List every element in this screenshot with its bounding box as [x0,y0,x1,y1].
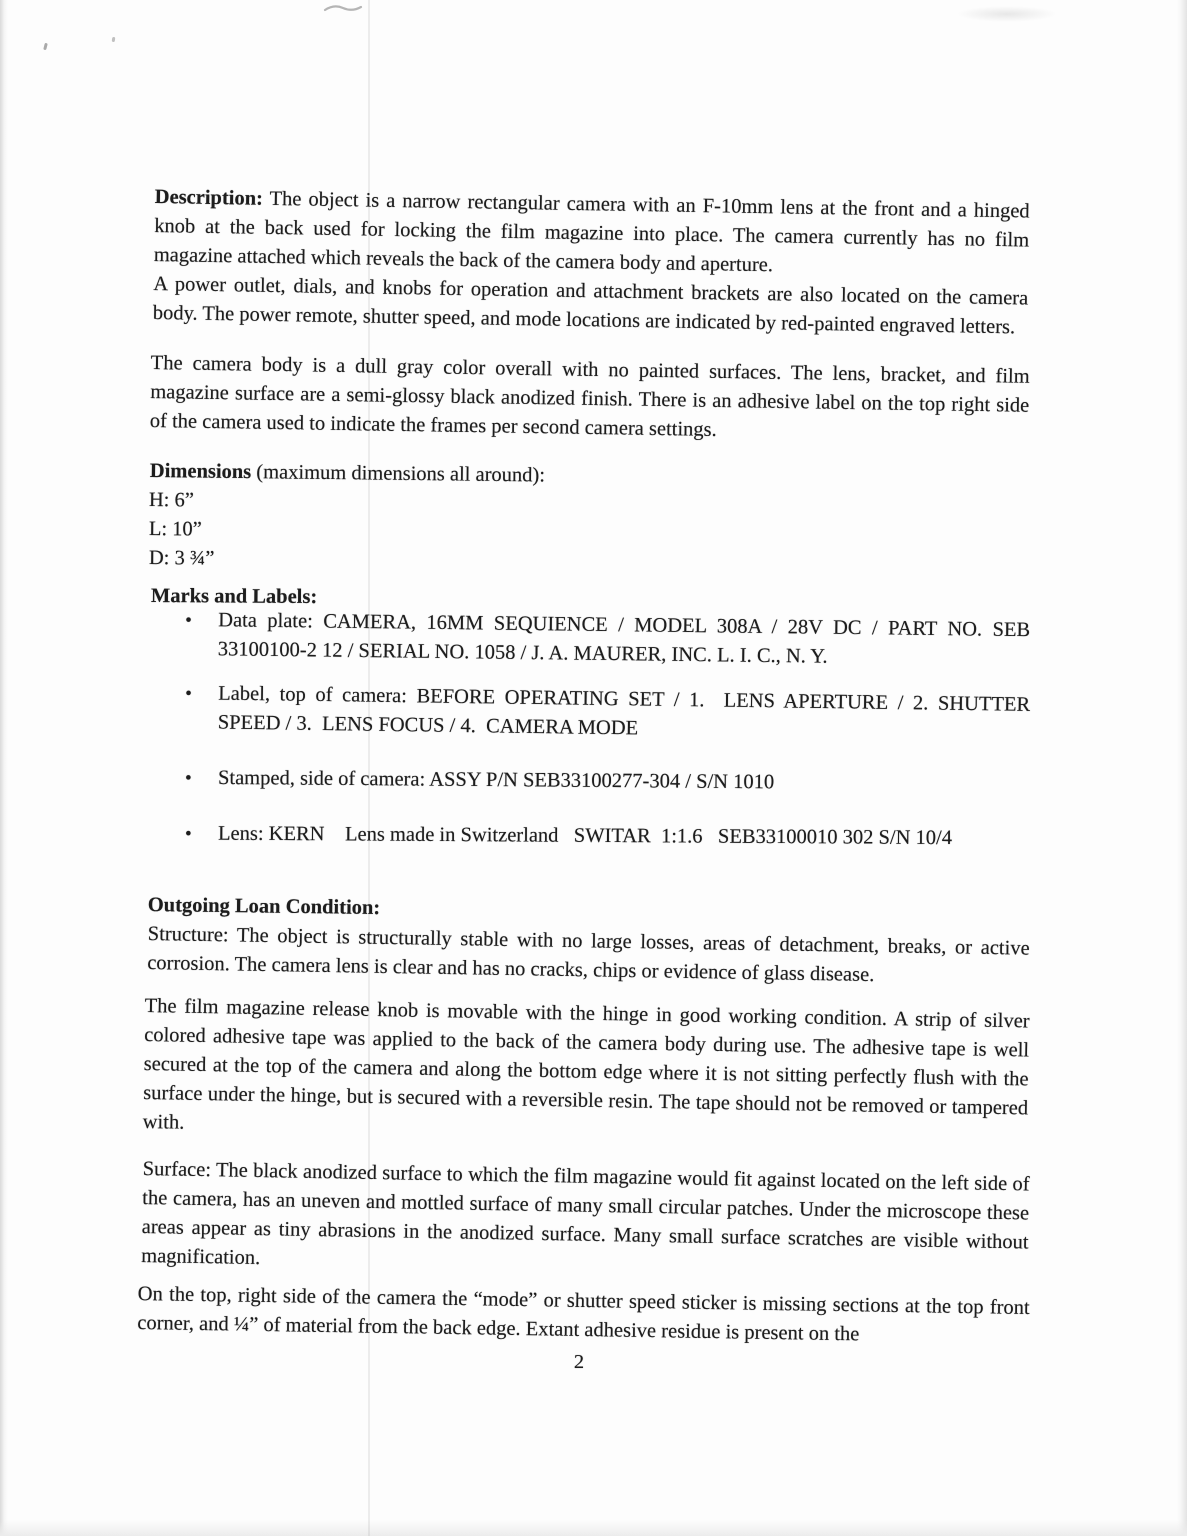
dimensions-label: Dimensions [149,459,252,484]
dimensions-label-suffix: (maximum dimensions all around): [251,461,546,487]
description-paragraph [153,183,1030,342]
dimension-depth: D: 3 ¾” [148,546,215,570]
list-item-data-plate [185,606,1031,674]
list-item-text: Data plate: CAMERA, 16MM SEQUIENCE / MODEL 308A / 28V DC / PART NO. SEB 33100100-2 12 / SERIAL NO. 1058 / J. A. MAURER, INC. L. I. C., N. Y. [217,609,1031,668]
paper-bottom-edge-shadow [0,1520,1187,1536]
outgoing-loan-heading: Outgoing Loan Condition: [147,893,381,920]
list-item-label-top [185,679,1031,749]
bullet-icon: • [184,823,192,845]
marks-and-labels-list [185,611,1030,851]
surface-paragraph: Surface: The black anodized surface to which the film magazine would fit against located on the left side of the camera, has an uneven and mottled surface of many small circular patches. Under the microscope these areas appear as tiny abrasions in the anodized surface. Many small surface scratches are visible without magnification. [141,1157,1030,1270]
paper-left-edge-shadow [0,0,8,1536]
list-item-stamped [185,764,1030,800]
dimension-length: L: 10” [148,517,202,541]
paper-right-edge-shadow [1177,0,1187,1536]
marks-and-labels-heading: Marks and Labels: [150,584,318,609]
scan-smudge [957,6,1057,22]
page-number: 2 [573,1351,585,1373]
camera-body-paragraph: The camera body is a dull gray color overall with no painted surfaces. The lens, bracket, and film magazine surface are a semi-glossy black anodized finish. There is an adhesive label on the top right side of the camera used to indicate the frames per second camera settings. [149,351,1030,441]
description-text-2: A power outlet, dials, and knobs for operation and attachment brackets are also located on the camera body. The power remote, shutter speed, and mode locations are indicated by red-painted engraved letters. [152,272,1029,339]
description-label: Description: [154,185,264,210]
scan-speck [43,43,48,51]
description-text: The object is a narrow rectangular camera with an F-10mm lens at the front and a hinged knob at the back used for locking the film magazine into place. The camera currently has no film magazine attached which reveals the back of the camera body and aperture. [153,187,1030,277]
scan-mark-squiggle [322,1,364,15]
film-magazine-paragraph: The film magazine release knob is movable with the hinge in good working condition. A strip of silver colored adhesive tape was applied to the back of the camera body during use. The adhesive tape is well secured at the top of the camera and along the bottom edge where it is not sitting perfectly flush with the surface under the hinge, but is secured with a reversible resin. The tape should not be removed or tampered with. [142,994,1030,1134]
structure-paragraph: Structure: The object is structurally stable with no large losses, areas of detachment, breaks, or active corrosion. The camera lens is clear and has no cracks, chips or evidence of glass disease. [147,922,1030,987]
document-content [137,183,1031,1377]
list-item-text: Lens: KERN Lens made in Switzerland SWITAR 1:1.6 SEB33100010 302 S/N 10/4 [217,822,953,850]
list-item-lens [185,819,1030,853]
bullet-icon: • [185,683,193,705]
bullet-icon: • [184,767,192,789]
list-item-text: Label, top of camera: BEFORE OPERATING SET / 1. LENS APERTURE / 2. SHUTTER SPEED / 3. LENS FOCUS / 4. CAMERA MODE [217,682,1031,740]
scan-speck [112,37,116,42]
list-item-text: Stamped, side of camera: ASSY P/N SEB33100277-304 / S/N 1010 [217,766,775,794]
top-right-side-paragraph: On the top, right side of the camera the “mode” or shutter speed sticker is missing sections at the top front corner, and ¼” of material from the back edge. Extant adhesive residue is present on the [137,1282,1030,1346]
bullet-icon: • [185,609,192,631]
dimension-height: H: 6” [148,488,194,512]
